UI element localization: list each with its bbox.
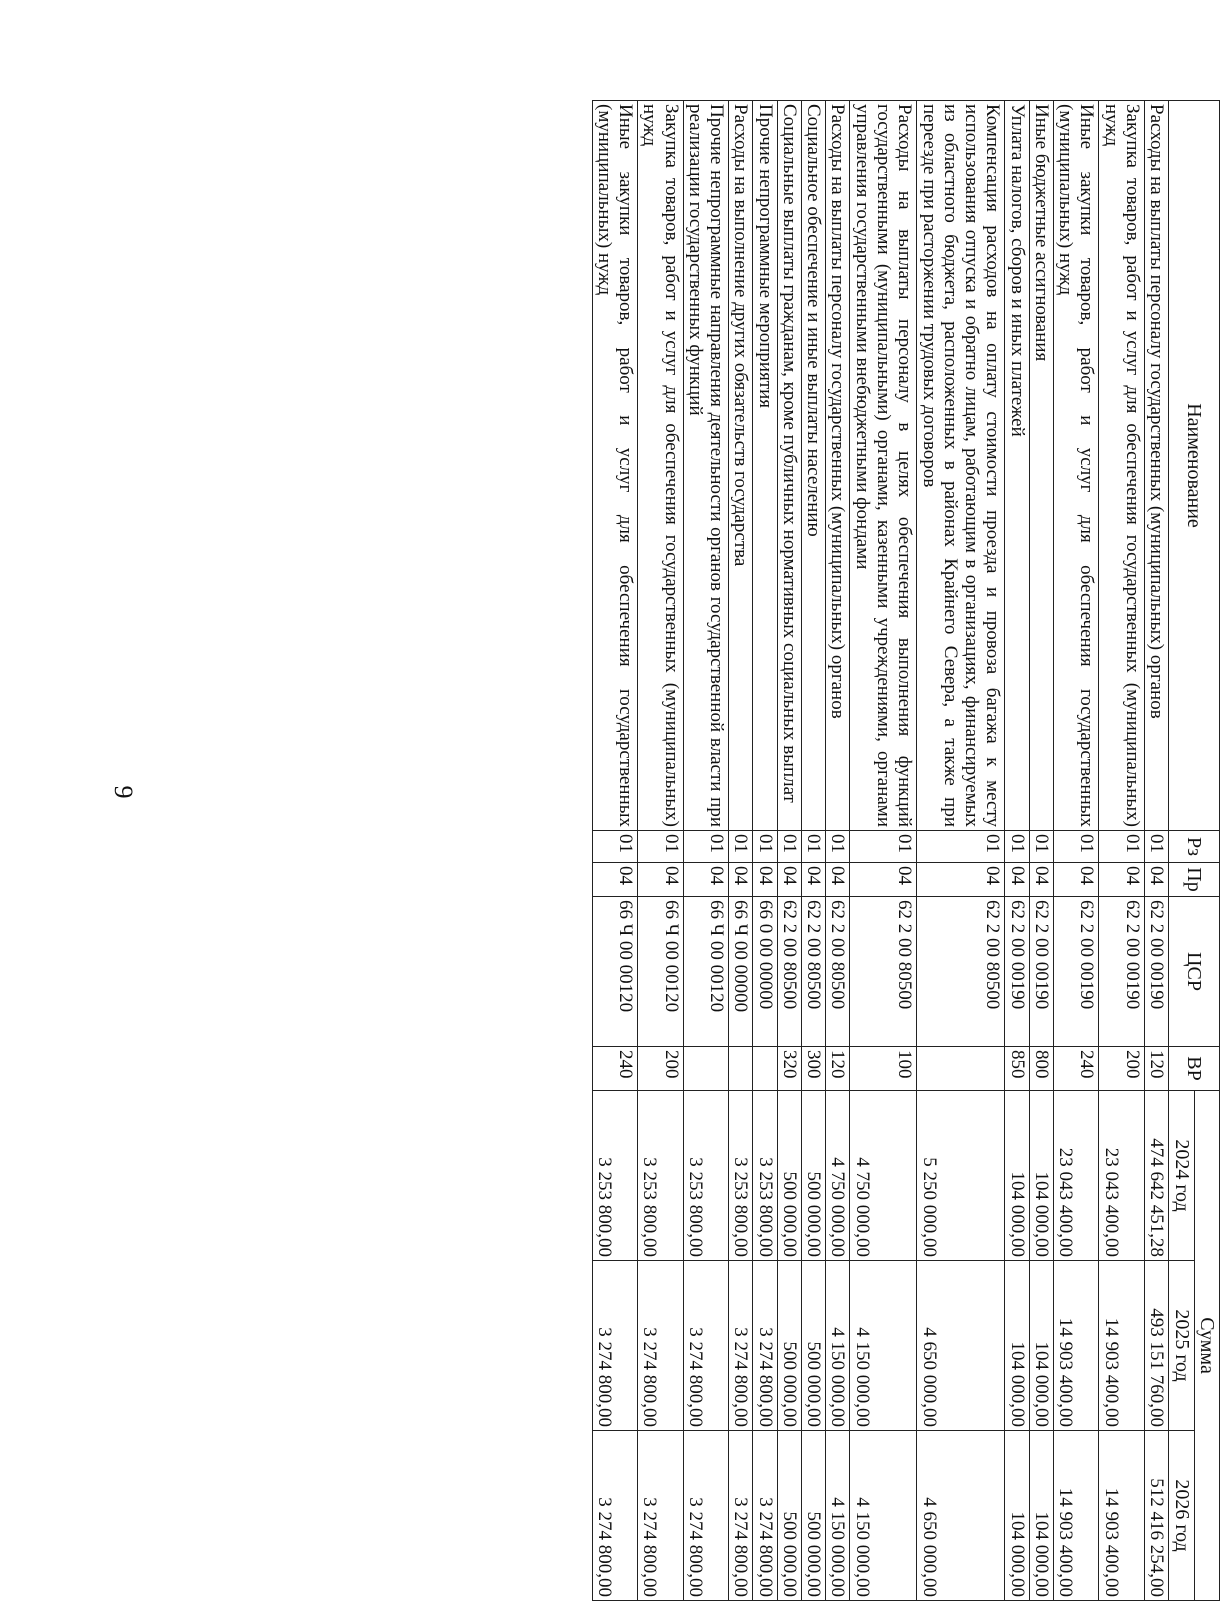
cell-vr	[753, 1047, 777, 1091]
cell-name: Расходы на выплаты персоналу государственных (муниципальных) органов	[826, 101, 850, 831]
cell-name: Компенсация расходов на оплату стоимости проезда и провоза багажа к месту использования отпуска и обратно лицам, работающим в организациях, финансируемых из областного бюджета, расположенных в районах Крайнего Севера, а также при переезде при расторжении трудовых договоров	[917, 101, 1005, 831]
header-name: Наименование	[1169, 101, 1220, 831]
cell-2026: 14 903 400,00	[1053, 1431, 1099, 1601]
cell-pr: 04	[1053, 863, 1099, 897]
cell-pr: 04	[1029, 863, 1053, 897]
cell-rz: 01	[729, 831, 753, 863]
cell-2024: 4 750 000,00	[826, 1091, 850, 1261]
cell-csr: 62 2 00 80500	[917, 897, 1005, 1047]
cell-2024: 5 250 000,00	[917, 1091, 1005, 1261]
table-row	[638, 101, 684, 1601]
cell-rz: 01	[850, 831, 917, 863]
cell-csr: 62 2 00 80500	[777, 897, 801, 1047]
cell-rz: 01	[1029, 831, 1053, 863]
cell-2024: 474 642 451,28	[1144, 1091, 1168, 1261]
cell-2025: 3 274 800,00	[753, 1261, 777, 1431]
cell-2024: 3 253 800,00	[753, 1091, 777, 1261]
cell-csr: 62 2 00 80500	[801, 897, 825, 1047]
cell-name: Закупка товаров, работ и услуг для обеспечения государственных (муниципальных) нужд	[1099, 101, 1145, 831]
cell-2024: 500 000,00	[801, 1091, 825, 1261]
cell-name: Расходы на выплаты персоналу в целях обеспечения выполнения функций государственными (муниципальными) органами, казенными учреждениями, органами управления государственными внебюджетными фондами	[850, 101, 917, 831]
table-header	[1169, 101, 1220, 1601]
cell-vr: 240	[592, 1047, 638, 1091]
cell-name: Социальные выплаты гражданам, кроме публичных нормативных социальных выплат	[777, 101, 801, 831]
cell-2025: 3 274 800,00	[592, 1261, 638, 1431]
cell-pr: 04	[683, 863, 729, 897]
cell-csr: 66 Ч 00 00000	[729, 897, 753, 1047]
table-row	[1053, 101, 1099, 1601]
table-row	[1099, 101, 1145, 1601]
cell-2026: 512 416 254,00	[1144, 1431, 1168, 1601]
cell-vr	[729, 1047, 753, 1091]
cell-pr: 04	[729, 863, 753, 897]
header-vr: ВР	[1169, 1047, 1220, 1091]
cell-2026: 14 903 400,00	[1099, 1431, 1145, 1601]
cell-pr: 04	[777, 863, 801, 897]
cell-csr: 66 Ч 00 00120	[638, 897, 684, 1047]
header-2024: 2024 год	[1169, 1091, 1194, 1261]
cell-2026: 104 000,00	[1029, 1431, 1053, 1601]
table-row	[801, 101, 825, 1601]
page-number: 9	[109, 785, 138, 799]
header-csr: ЦСР	[1169, 897, 1220, 1047]
cell-rz: 01	[683, 831, 729, 863]
cell-csr: 62 2 00 00190	[1029, 897, 1053, 1047]
cell-2025: 500 000,00	[777, 1261, 801, 1431]
cell-vr: 120	[826, 1047, 850, 1091]
cell-2026: 500 000,00	[777, 1431, 801, 1601]
cell-2025: 500 000,00	[801, 1261, 825, 1431]
budget-table	[592, 100, 1220, 1601]
cell-pr: 04	[1144, 863, 1168, 897]
cell-name: Прочие непрограммные мероприятия	[753, 101, 777, 831]
cell-2025: 3 274 800,00	[638, 1261, 684, 1431]
cell-pr: 04	[638, 863, 684, 897]
cell-2024: 104 000,00	[1005, 1091, 1029, 1261]
header-sum: Сумма	[1194, 1091, 1219, 1601]
cell-rz: 01	[753, 831, 777, 863]
cell-2025: 3 274 800,00	[683, 1261, 729, 1431]
cell-name: Закупка товаров, работ и услуг для обеспечения государственных (муниципальных) нужд	[638, 101, 684, 831]
cell-vr	[683, 1047, 729, 1091]
table-row	[683, 101, 729, 1601]
cell-csr: 62 2 00 00190	[1005, 897, 1029, 1047]
cell-csr: 62 2 00 80500	[826, 897, 850, 1047]
cell-rz: 01	[917, 831, 1005, 863]
cell-rz: 01	[1005, 831, 1029, 863]
cell-vr	[917, 1047, 1005, 1091]
cell-2024: 104 000,00	[1029, 1091, 1053, 1261]
cell-2026: 3 274 800,00	[683, 1431, 729, 1601]
table-row	[592, 101, 638, 1601]
cell-csr: 62 2 00 80500	[850, 897, 917, 1047]
cell-2026: 500 000,00	[801, 1431, 825, 1601]
cell-2025: 104 000,00	[1029, 1261, 1053, 1431]
cell-name: Иные закупки товаров, работ и услуг для обеспечения государственных (муниципальных) нужд	[1053, 101, 1099, 831]
cell-2025: 4 150 000,00	[826, 1261, 850, 1431]
cell-pr: 04	[917, 863, 1005, 897]
cell-2024: 3 253 800,00	[592, 1091, 638, 1261]
cell-pr: 04	[1005, 863, 1029, 897]
rotated-page-area	[210, 100, 1220, 1600]
cell-2026: 3 274 800,00	[729, 1431, 753, 1601]
table-row	[1029, 101, 1053, 1601]
cell-csr: 62 2 00 00190	[1144, 897, 1168, 1047]
cell-vr: 320	[777, 1047, 801, 1091]
cell-2024: 3 253 800,00	[683, 1091, 729, 1261]
cell-rz: 01	[1144, 831, 1168, 863]
cell-2026: 3 274 800,00	[592, 1431, 638, 1601]
cell-name: Расходы на выплаты персоналу государственных (муниципальных) органов	[1144, 101, 1168, 831]
cell-name: Иные бюджетные ассигнования	[1029, 101, 1053, 831]
header-pr: Пр	[1169, 863, 1220, 897]
cell-2024: 3 253 800,00	[729, 1091, 753, 1261]
cell-rz: 01	[1053, 831, 1099, 863]
cell-2025: 14 903 400,00	[1053, 1261, 1099, 1431]
cell-csr: 66 Ч 00 00120	[683, 897, 729, 1047]
cell-rz: 01	[801, 831, 825, 863]
cell-pr: 04	[826, 863, 850, 897]
cell-csr: 66 Ч 00 00120	[592, 897, 638, 1047]
cell-rz: 01	[638, 831, 684, 863]
cell-name: Иные закупки товаров, работ и услуг для обеспечения государственных (муниципальных) нужд	[592, 101, 638, 831]
cell-rz: 01	[592, 831, 638, 863]
cell-pr: 04	[801, 863, 825, 897]
cell-2026: 4 650 000,00	[917, 1431, 1005, 1601]
cell-2025: 14 903 400,00	[1099, 1261, 1145, 1431]
header-rz: Рз	[1169, 831, 1220, 863]
cell-2025: 3 274 800,00	[729, 1261, 753, 1431]
table-body	[592, 101, 1169, 1601]
cell-pr: 04	[1099, 863, 1145, 897]
table-row	[753, 101, 777, 1601]
cell-2024: 500 000,00	[777, 1091, 801, 1261]
cell-pr: 04	[592, 863, 638, 897]
cell-name: Уплата налогов, сборов и иных платежей	[1005, 101, 1029, 831]
table-row	[826, 101, 850, 1601]
cell-name: Социальное обеспечение и иные выплаты населению	[801, 101, 825, 831]
cell-vr: 240	[1053, 1047, 1099, 1091]
budget-table-container	[210, 100, 1220, 1600]
cell-vr: 200	[638, 1047, 684, 1091]
cell-2025: 4 150 000,00	[850, 1261, 917, 1431]
cell-csr: 66 0 00 00000	[753, 897, 777, 1047]
table-row	[1144, 101, 1168, 1601]
table-row	[777, 101, 801, 1601]
cell-rz: 01	[777, 831, 801, 863]
cell-csr: 62 2 00 00190	[1099, 897, 1145, 1047]
table-row	[917, 101, 1005, 1601]
cell-vr: 200	[1099, 1047, 1145, 1091]
header-2025: 2025 год	[1169, 1261, 1194, 1431]
table-row	[729, 101, 753, 1601]
cell-2025: 4 650 000,00	[917, 1261, 1005, 1431]
cell-2025: 493 151 760,00	[1144, 1261, 1168, 1431]
cell-name: Прочие непрограммные направления деятельности органов государственной власти при реализации государственных функций	[683, 101, 729, 831]
cell-2024: 3 253 800,00	[638, 1091, 684, 1261]
cell-2024: 23 043 400,00	[1099, 1091, 1145, 1261]
cell-2026: 3 274 800,00	[753, 1431, 777, 1601]
cell-pr: 04	[753, 863, 777, 897]
cell-csr: 62 2 00 00190	[1053, 897, 1099, 1047]
cell-vr: 100	[850, 1047, 917, 1091]
cell-2025: 104 000,00	[1005, 1261, 1029, 1431]
cell-rz: 01	[826, 831, 850, 863]
cell-2026: 4 150 000,00	[826, 1431, 850, 1601]
table-row	[850, 101, 917, 1601]
cell-vr: 120	[1144, 1047, 1168, 1091]
cell-2024: 4 750 000,00	[850, 1091, 917, 1261]
cell-pr: 04	[850, 863, 917, 897]
cell-name: Расходы на выполнение других обязательств государства	[729, 101, 753, 831]
cell-rz: 01	[1099, 831, 1145, 863]
cell-vr: 850	[1005, 1047, 1029, 1091]
cell-2026: 4 150 000,00	[850, 1431, 917, 1601]
cell-2026: 104 000,00	[1005, 1431, 1029, 1601]
cell-2024: 23 043 400,00	[1053, 1091, 1099, 1261]
header-2026: 2026 год	[1169, 1431, 1194, 1601]
cell-vr: 800	[1029, 1047, 1053, 1091]
cell-vr: 300	[801, 1047, 825, 1091]
table-row	[1005, 101, 1029, 1601]
cell-2026: 3 274 800,00	[638, 1431, 684, 1601]
